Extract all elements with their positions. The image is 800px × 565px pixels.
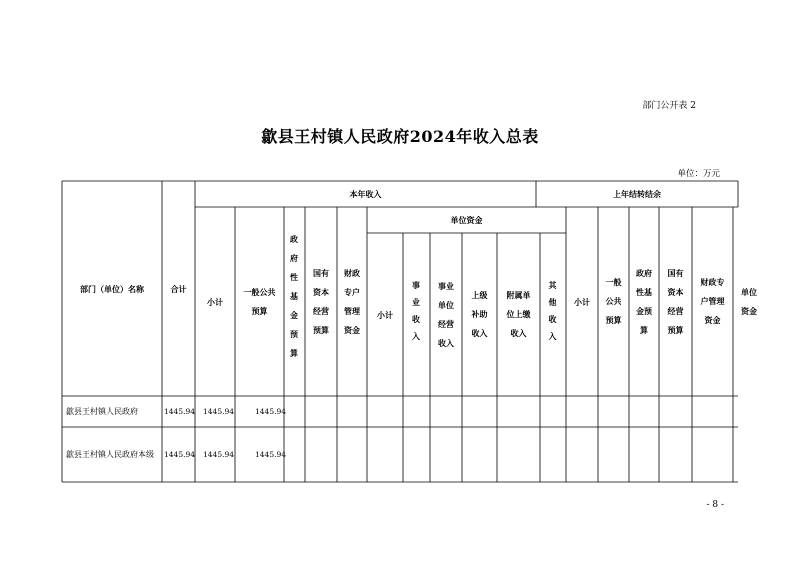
header-uf-subtotal: 小计 [377,309,393,320]
page-number: - 8 - [706,500,724,510]
header-cy-fiscal-special: 财政 专户 管理 资金 [344,267,360,335]
header-uf-affiliated-income: 附属单 位上缴 收入 [506,290,531,338]
header-py-gov-fund: 政府 性基 金预 算 [636,267,652,335]
table-row-1-subtotal: 1445.94 [203,407,235,416]
header-dept-name: 部门（单位）名称 [80,283,144,294]
unit-label: 单位：万元 [677,169,720,179]
header-total: 合计 [170,283,187,294]
header-cy-general-budget: 一般公共 预算 [243,286,276,316]
page-title: 歙县王村镇人民政府2024年收入总表 [261,127,539,146]
table-row-1-total: 1445.94 [164,407,196,416]
header-uf-other-income: 其他收入 [548,280,558,349]
header-py-unit-funds: 单位 资金 [741,286,757,316]
header-uf-superior-subsidy: 上级 补助 收入 [471,290,488,338]
table-row-1-general-budget: 1445.94 [255,407,287,416]
header-cy-state-capital: 国有 资本 经营 预算 [313,267,329,335]
header-prior-year: 上年结转结余 [613,189,661,199]
header-uf-business-unit-income: 事业 单位 经营 收入 [438,280,454,348]
header-py-subtotal: 小计 [574,296,590,307]
table-row-1-name: 歙县王村镇人民政府 [66,406,138,416]
header-py-general-budget: 一般 公共 预算 [605,277,622,325]
table-row-2-name: 歙县王村镇人民政府本级 [66,449,154,459]
table-row-2-general-budget: 1445.94 [255,450,287,459]
table-row-2-total: 1445.94 [164,450,196,459]
header-cy-subtotal: 小计 [207,296,223,307]
header-current-year: 本年收入 [349,189,382,199]
document-label: 部门公开表 2 [642,101,696,111]
header-unit-funds: 单位资金 [450,215,483,225]
header-uf-business-income: 事业收入 [411,280,422,349]
header-cy-gov-fund: 政府性基金预算 [289,235,300,368]
table-row-2-subtotal: 1445.94 [203,450,235,459]
header-py-state-capital: 国有 资本 经营 预算 [667,267,684,335]
header-py-fiscal-special: 财政专 户管理 资金 [700,277,725,325]
